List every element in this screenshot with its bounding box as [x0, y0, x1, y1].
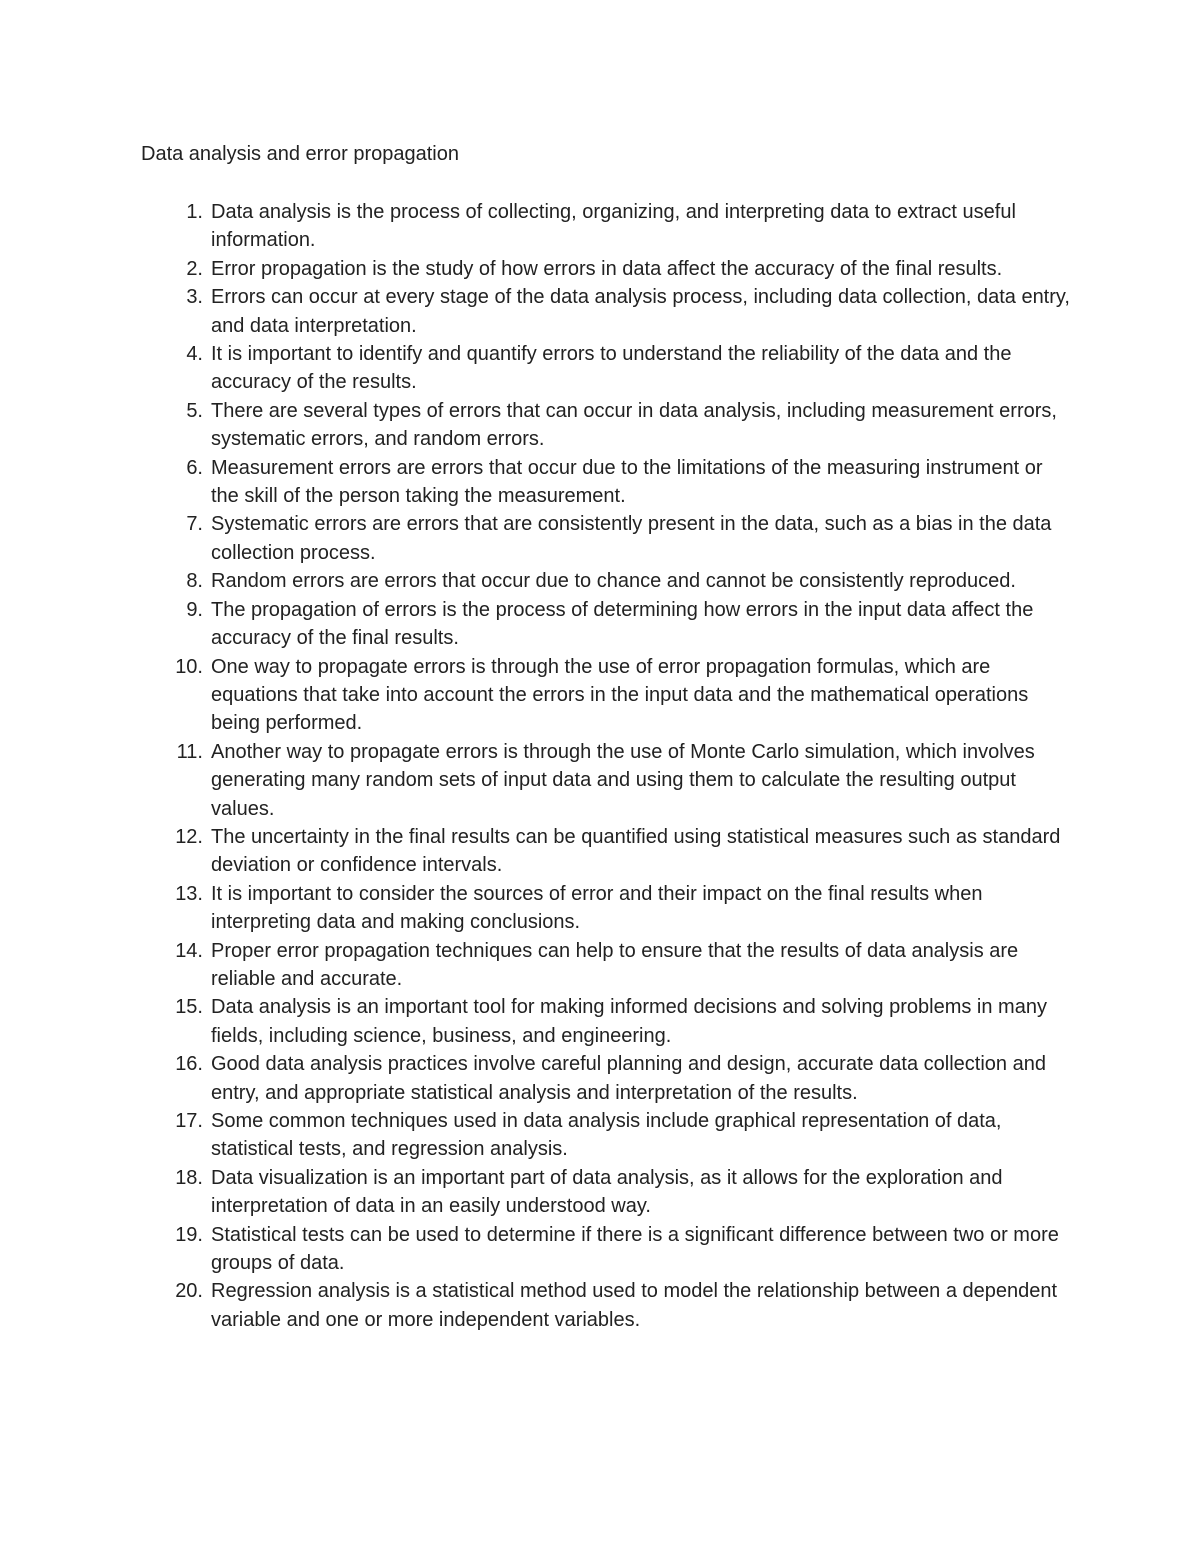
- list-item-number: 5.: [186, 399, 203, 422]
- list-item: [141, 1107, 1071, 1164]
- list-item: [141, 198, 1071, 255]
- list-item-text: It is important to consider the sources of error and their impact on the final results when interpreting data and making conclusions.: [211, 882, 983, 934]
- list-item-text: Data analysis is an important tool for making informed decisions and solving problems in many fields, including science, business, and engineering.: [211, 996, 1047, 1047]
- list-item-text: Random errors are errors that occur due to chance and cannot be consistently reproduced.: [211, 570, 1016, 593]
- list-item: [141, 567, 1071, 595]
- list-item-number: 16.: [175, 1053, 203, 1076]
- list-item: [141, 1050, 1071, 1107]
- list-item-number: 14.: [175, 939, 203, 962]
- list-item-number: 11.: [176, 740, 203, 763]
- list-item-number: 15.: [175, 996, 203, 1019]
- list-item-number: 4.: [186, 343, 203, 366]
- list-item: [141, 738, 1071, 823]
- list-item: [141, 340, 1071, 397]
- list-item-text: Measurement errors are errors that occur due to the limitations of the measuring instrument or the skill of the person taking the measurement.: [211, 456, 1043, 508]
- list-item: [141, 1164, 1071, 1221]
- list-item: [141, 1221, 1071, 1278]
- list-item-text: It is important to identify and quantify errors to understand the reliability of the data and the accuracy of the results.: [211, 343, 1012, 394]
- list-item-number: 20.: [175, 1280, 203, 1303]
- list-item-text: Proper error propagation techniques can help to ensure that the results of data analysis are reliable and accurate.: [211, 939, 1019, 990]
- list-item-text: Error propagation is the study of how errors in data affect the accuracy of the final results.: [211, 257, 1003, 280]
- list-item-text: The uncertainty in the final results can be quantified using statistical measures such as standard deviation or confidence intervals.: [211, 825, 1061, 877]
- list-item-number: 19.: [175, 1223, 203, 1246]
- list-item-text: Data visualization is an important part of data analysis, as it allows for the exploration and interpretation of data in an easily understood way.: [211, 1166, 1003, 1218]
- list-item-text: Data analysis is the process of collecting, organizing, and interpreting data to extract useful information.: [211, 201, 1016, 252]
- list-item: [141, 596, 1071, 653]
- list-item-number: 9.: [186, 598, 203, 621]
- list-item: [141, 1277, 1071, 1334]
- numbered-list: [141, 198, 1071, 1334]
- list-item-number: 1.: [186, 201, 203, 223]
- list-item-text: Some common techniques used in data analysis include graphical representation of data, statistical tests, and regression analysis.: [211, 1110, 1002, 1161]
- list-item-number: 3.: [186, 286, 203, 309]
- list-item-text: One way to propagate errors is through the use of error propagation formulas, which are equations that take into account the errors in the input data and the mathematical operations being performed.: [211, 655, 1029, 735]
- list-item-number: 17.: [175, 1110, 203, 1132]
- list-item-text: Errors can occur at every stage of the data analysis process, including data collection, data entry, and data interpretation.: [211, 286, 1070, 337]
- list-item-number: 6.: [186, 456, 203, 479]
- list-item-text: Systematic errors are errors that are consistently present in the data, such as a bias in the data collection process.: [211, 513, 1052, 564]
- list-item-number: 8.: [186, 570, 203, 593]
- list-item: [141, 283, 1071, 340]
- list-item: [141, 823, 1071, 880]
- list-item-text: Regression analysis is a statistical method used to model the relationship between a dependent variable and one or more independent variables.: [211, 1280, 1058, 1331]
- list-item: [141, 993, 1071, 1050]
- list-item-number: 18.: [175, 1166, 203, 1189]
- list-item-number: 13.: [175, 882, 203, 905]
- list-item-text: The propagation of errors is the process of determining how errors in the input data affect the accuracy of the final results.: [211, 598, 1034, 650]
- list-item: [141, 653, 1071, 738]
- list-item-text: Statistical tests can be used to determine if there is a significant difference between two or more groups of data.: [211, 1223, 1059, 1275]
- list-item: [141, 510, 1071, 567]
- list-item: [141, 454, 1071, 511]
- list-item-text: Another way to propagate errors is through the use of Monte Carlo simulation, which involves generating many random sets of input data and using them to calculate the resulting output values.: [211, 740, 1035, 820]
- list-item: [141, 880, 1071, 937]
- list-item-text: There are several types of errors that can occur in data analysis, including measurement errors, systematic errors, and random errors.: [211, 399, 1057, 451]
- page-title: Data analysis and error propagation: [141, 143, 459, 165]
- list-item-number: 7.: [186, 513, 203, 536]
- list-item-text: Good data analysis practices involve careful planning and design, accurate data collection and entry, and appropriate statistical analysis and interpretation of the results.: [211, 1053, 1046, 1104]
- list-item: [141, 397, 1071, 454]
- list-item: [141, 255, 1071, 283]
- list-item-number: 10.: [175, 655, 203, 678]
- list-item-number: 12.: [175, 825, 203, 848]
- list-item: [141, 937, 1071, 994]
- list-item-number: 2.: [186, 257, 203, 280]
